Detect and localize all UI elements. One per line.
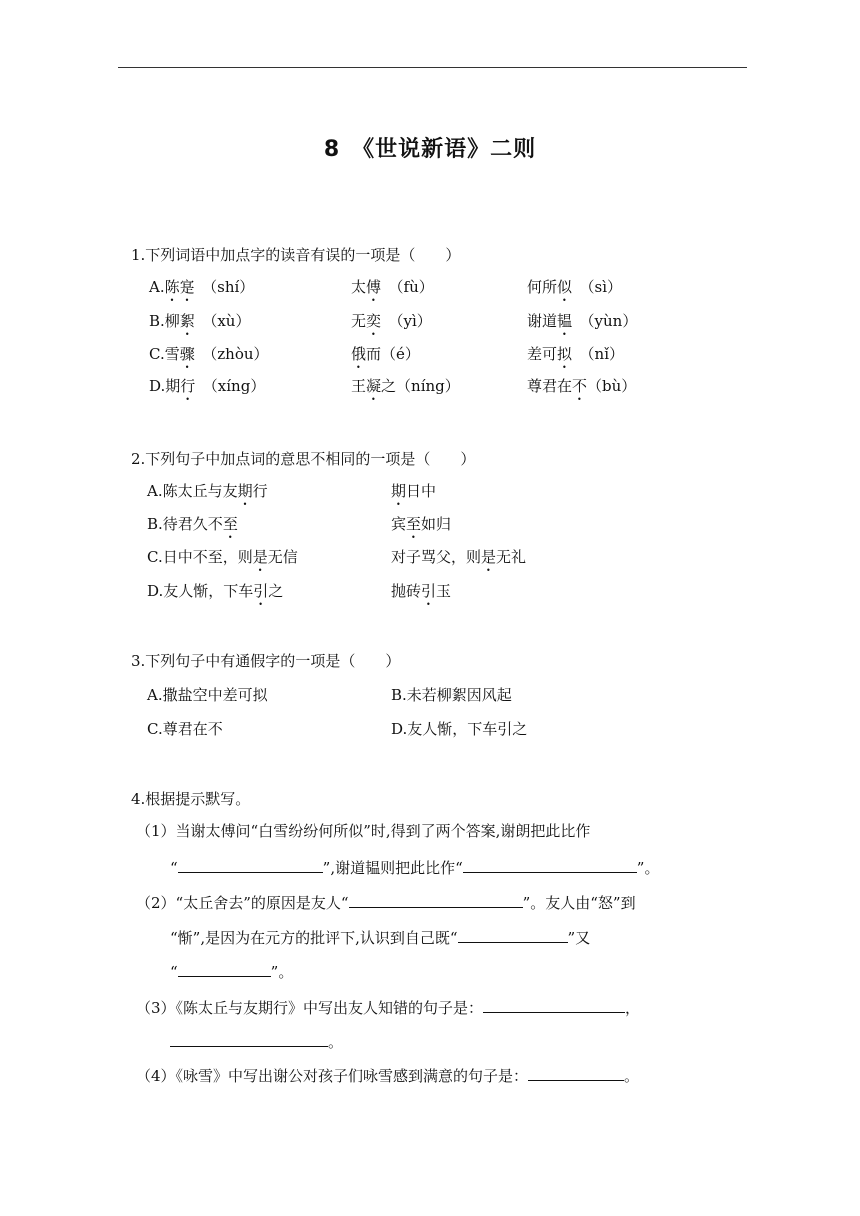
quote-open: “ — [170, 963, 178, 981]
punctuation: 。 — [624, 1067, 640, 1085]
option-d-word-3 — [527, 376, 636, 404]
option-label: D. — [149, 377, 166, 395]
word-text: 太 — [351, 278, 367, 296]
sentence-text: 宾 — [391, 515, 407, 533]
word-text: 差可 — [527, 345, 558, 363]
sentence-text: 无礼 — [496, 548, 527, 566]
word-text: 期 — [165, 377, 181, 395]
punctuation: 。 — [328, 1033, 344, 1051]
pinyin: 之（níng） — [381, 377, 460, 395]
sentence-text: 日中 — [406, 482, 437, 500]
pinyin: （shí） — [194, 278, 255, 296]
quote-open: “ — [170, 859, 178, 877]
option-c-compare — [391, 547, 526, 575]
sentence-text: 之 — [268, 582, 284, 600]
option-b — [147, 514, 238, 542]
prompt-text: （2）“太丘舍去”的原因是友人“ — [136, 894, 349, 912]
dotted-char: 絮 — [179, 312, 195, 330]
option-a-compare — [391, 481, 436, 509]
option-label: C. — [149, 345, 165, 363]
word-text: 王 — [351, 377, 367, 395]
option-label: A. — [147, 482, 163, 500]
option-a — [147, 481, 268, 509]
answer-blank[interactable] — [170, 1030, 328, 1047]
option-b-compare — [391, 514, 451, 542]
prompt-text: （4）《咏雪》中写出谢公对孩子们咏雪感到满意的句子是： — [136, 1067, 529, 1085]
sentence-text: 无信 — [267, 548, 298, 566]
dotted-char: 俄 — [351, 345, 367, 363]
prompt-text: ”,谢道韫则把此比作“ — [322, 859, 463, 877]
option-label: D. — [147, 582, 164, 600]
dotted-char: 陈寔 — [164, 278, 195, 296]
quote-close: ”。 — [636, 859, 660, 877]
option-d: D.友人惭，下车引之 — [391, 720, 528, 738]
answer-blank[interactable] — [483, 996, 625, 1013]
subquestion-4-line-1 — [136, 1064, 639, 1086]
subquestion-2-line-3 — [170, 960, 293, 982]
dotted-char: 骤 — [179, 345, 195, 363]
dotted-char: 奕 — [366, 312, 382, 330]
page-title: 8 《世说新语》二则 — [323, 137, 537, 162]
option-c — [149, 344, 269, 372]
answer-blank[interactable] — [349, 891, 523, 908]
option-a-word-3 — [527, 277, 622, 305]
prompt-text: ”。友人由“怒”到 — [522, 894, 636, 912]
pinyin: （yùn） — [572, 312, 638, 330]
option-label: C. — [147, 548, 163, 566]
word-text: 柳 — [164, 312, 180, 330]
answer-blank[interactable] — [463, 856, 637, 873]
word-text: 雪 — [164, 345, 180, 363]
prompt-text: ”又 — [567, 929, 591, 947]
quote-close: ”。 — [270, 963, 294, 981]
sentence-text: 陈太丘与友 — [162, 482, 238, 500]
dotted-char: 是 — [481, 548, 497, 566]
option-b: B.未若柳絮因风起 — [391, 686, 512, 704]
word-text: 谢道 — [527, 312, 558, 330]
dotted-char: 拟 — [557, 345, 573, 363]
punctuation: ， — [625, 999, 641, 1017]
pinyin: （zhòu） — [194, 345, 269, 363]
option-d-word-2 — [351, 376, 460, 404]
option-b — [149, 311, 250, 339]
dotted-char: 至 — [406, 515, 422, 533]
answer-blank[interactable] — [178, 856, 323, 873]
question-2-stem: 2.下列句子中加点词的意思不相同的一项是（ ） — [131, 450, 476, 468]
subquestion-1-line-1: （1）当谢太傅问“白雪纷纷何所似”时,得到了两个答案,谢朗把此比作 — [136, 822, 591, 840]
option-c — [147, 547, 298, 575]
subquestion-1-line-2 — [170, 856, 659, 878]
question-4-stem: 4.根据提示默写。 — [131, 790, 251, 808]
pinyin: （bù） — [587, 377, 637, 395]
dotted-char: 行 — [180, 377, 196, 395]
pinyin: （xíng） — [195, 377, 266, 395]
pinyin: （nǐ） — [572, 345, 624, 363]
option-d-compare — [391, 581, 451, 609]
word-text: 无 — [351, 312, 367, 330]
pinyin: （yì） — [381, 312, 432, 330]
sentence-text: 对子骂父，则 — [391, 548, 482, 566]
option-d — [147, 581, 283, 609]
answer-blank[interactable] — [458, 926, 568, 943]
subquestion-2-line-1 — [136, 891, 636, 913]
option-b-word-3 — [527, 311, 637, 339]
option-b-word-2 — [351, 311, 432, 339]
sentence-text: 如归 — [421, 515, 452, 533]
dotted-char: 似 — [557, 278, 573, 296]
prompt-text: （3）《陈太丘与友期行》中写出友人知错的句子是： — [136, 999, 484, 1017]
subquestion-3-line-2 — [170, 1030, 343, 1052]
option-a — [149, 277, 254, 305]
pinyin: （xù） — [194, 312, 251, 330]
pinyin: （fù） — [381, 278, 434, 296]
option-a: A.撒盐空中差可拟 — [147, 686, 268, 704]
option-c: C.尊君在不 — [147, 720, 223, 738]
sentence-text: 待君久不 — [162, 515, 223, 533]
option-label: A. — [149, 278, 165, 296]
question-3-stem: 3.下列句子中有通假字的一项是（ ） — [131, 652, 401, 670]
question-1-stem: 1.下列词语中加点字的读音有误的一项是（ ） — [131, 246, 461, 264]
dotted-char: 至 — [222, 515, 238, 533]
option-label: B. — [149, 312, 165, 330]
dotted-char: 期 — [237, 482, 253, 500]
subquestion-3-line-1 — [136, 996, 640, 1018]
option-a-word-2 — [351, 277, 434, 305]
pinyin: 而（é） — [366, 345, 420, 363]
dotted-char: 期 — [391, 482, 407, 500]
word-text: 尊君在 — [527, 377, 573, 395]
option-c-word-3 — [527, 344, 624, 372]
answer-blank[interactable] — [178, 960, 271, 977]
subquestion-2-line-2 — [170, 926, 590, 948]
pinyin: （sì） — [572, 278, 623, 296]
header-rule — [118, 67, 747, 68]
sentence-text: 行 — [252, 482, 268, 500]
sentence-text: 玉 — [436, 582, 452, 600]
dotted-char: 引 — [253, 582, 269, 600]
sentence-text: 抛砖 — [391, 582, 422, 600]
word-text: 何所 — [527, 278, 558, 296]
option-d — [149, 376, 265, 404]
dotted-char: 傅 — [366, 278, 382, 296]
prompt-text: “惭”,是因为在元方的批评下,认识到自己既“ — [170, 929, 458, 947]
dotted-char: 是 — [252, 548, 268, 566]
dotted-char: 引 — [421, 582, 437, 600]
sentence-text: 日中不至，则 — [162, 548, 253, 566]
answer-blank[interactable] — [528, 1064, 624, 1081]
sentence-text: 友人惭，下车 — [163, 582, 254, 600]
dotted-char: 韫 — [557, 312, 573, 330]
option-label: B. — [147, 515, 163, 533]
option-c-word-2 — [351, 344, 420, 372]
dotted-char: 不 — [572, 377, 588, 395]
dotted-char: 凝 — [366, 377, 382, 395]
